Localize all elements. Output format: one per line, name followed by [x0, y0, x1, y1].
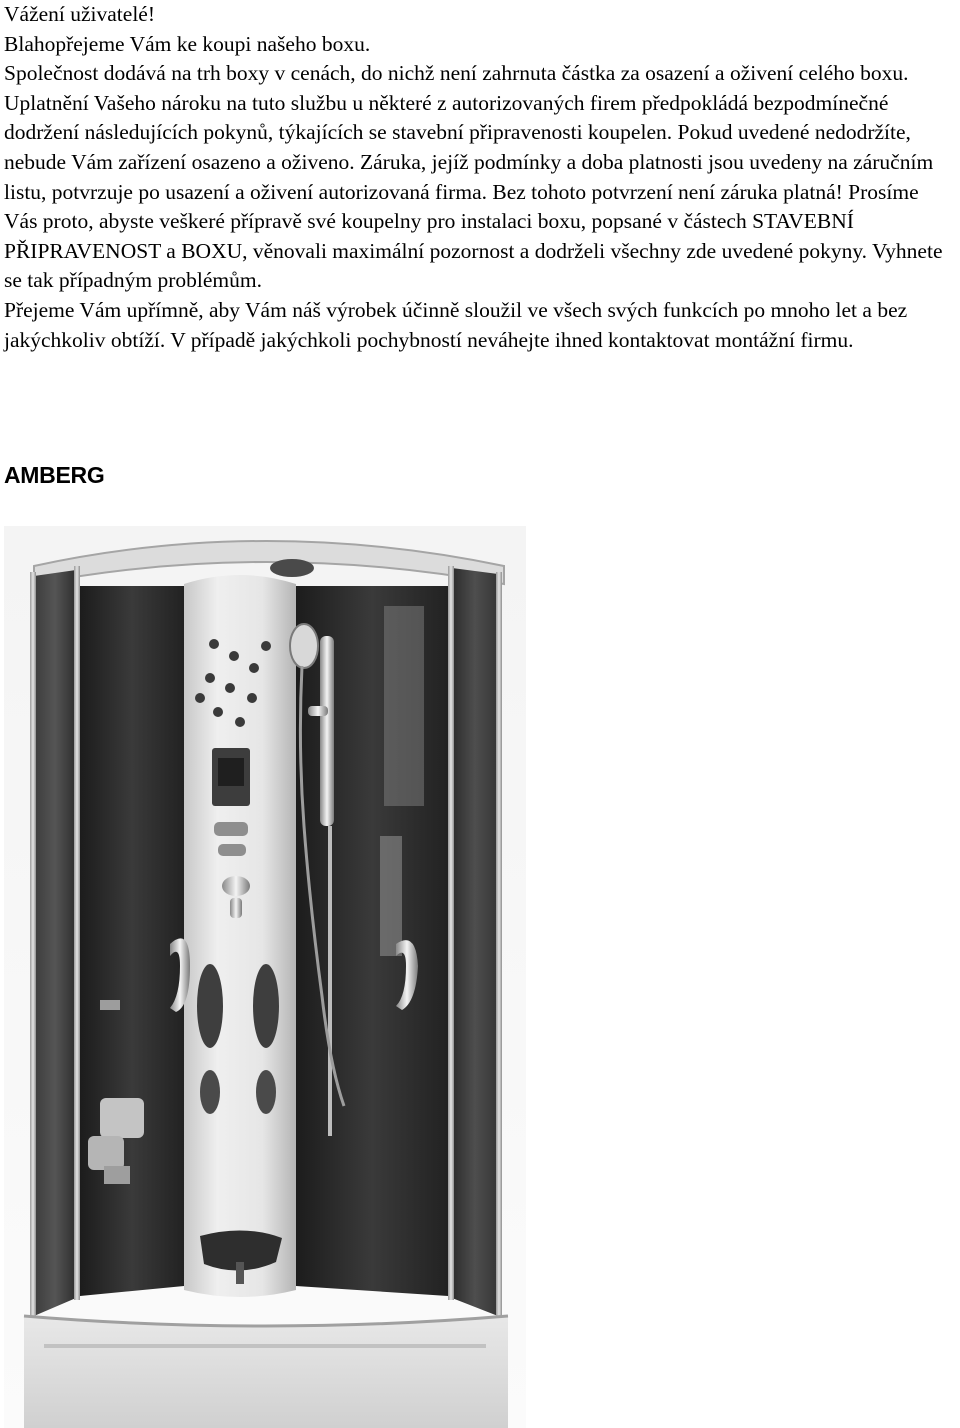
- greeting: Vážení uživatelé!: [4, 2, 156, 26]
- main-paragraph: Společnost dodává na trh boxy v cenách, do nichž není zahrnuta částka za osazení a oživení celého boxu. Uplatnění Vašeho nároku na tuto službu u některé z autorizovaných firem předpokládá bezpodmínečné dodržení následujících pokynů, týkajících se stavební připravenosti koupelen. Pokud uvedené nedodržíte, nebude Vám zařízení osazeno a oživeno. Záruka, jejíž podmínky a doba platnosti jsou uvedeny na záručním listu, potvrzuje po usazení a oživení autorizovaná firma. Bez tohoto potvrzení není záruka platná! Prosíme Vás proto, abyste veškeré přípravě své koupelny pro instalaci boxu, popsané v částech STAVEBNÍ PŘIPRAVENOST a BOXU, věnovali maximální pozornost a dodrželi všechny zde uvedené pokyny. Vyhnete se tak případným problémům.: [4, 61, 943, 293]
- congratulation: Blahopřejeme Vám ke koupi našeho boxu.: [4, 31, 371, 56]
- product-heading: AMBERG: [4, 462, 105, 488]
- closing-paragraph: Přejeme Vám upřímně, aby Vám náš výrobek účinně sloužil ve všech svých funkcích po mnoho let a bez jakýchkoliv obtíží. V případě jakýchkoli pochybností neváhejte ihned kontaktovat montážní firmu.: [4, 297, 908, 352]
- shower-box-photo: [4, 526, 526, 1428]
- intro-text: [4, 0, 956, 355]
